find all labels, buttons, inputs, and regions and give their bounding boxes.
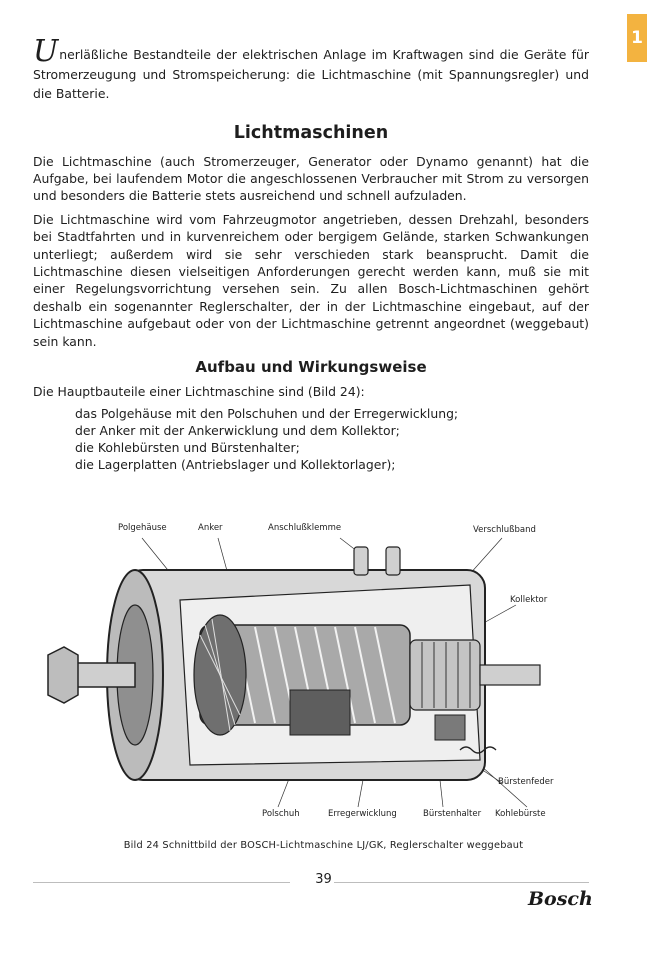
label-anker: Anker [198,523,223,533]
label-anschlussklemme: Anschlußklemme [268,523,342,533]
page-number: 39 [315,872,332,887]
label-polschuh: Polschuh [262,809,300,819]
chapter-tab: 1 [627,14,647,62]
section-heading: Lichtmaschinen [233,122,389,143]
generator-cutaway-figure [40,515,607,825]
paragraph-2: Die Lichtmaschine wird vom Fahrzeugmotor angetrieben, dessen Drehzahl, besonders bei Stadtfahrten und in kurvenreichem oder bergigem Gelände, starken Schwankungen unterliegt; außerdem wird sie sehr verschieden stark beansprucht. Damit die Lichtmaschine diesen vielseitigen Anforderungen gerecht werden kann, muß sie mit einer Regelungsvorrichtung versehen sein. Zu allen Bosch-Lichtmaschinen gehört deshalb ein sogenannter Reglerschalter, der in der Lichtmaschine eingebaut, auf der Lichtmaschine aufgebaut oder von der Lichtmaschine getrennt angeordnet (weggebaut) sein kann. [33,211,589,349]
label-buerstenfeder: Bürstenfeder [498,777,554,787]
figure-caption: Bild 24 Schnittbild der BOSCH-Lichtmaschine LJ/GK, Reglerschalter weggebaut [123,840,524,851]
label-polgehaeuse: Polgehäuse [118,523,167,533]
list-intro: Die Hauptbauteile einer Lichtmaschine sind (Bild 24): [33,383,365,399]
list-item: der Anker mit der Ankerwicklung und dem Kollektor; [75,423,400,439]
component-list [75,406,589,473]
intro-text: nerläßliche Bestandteile der elektrischen Anlage im Kraftwagen sind die Geräte für Stromerzeugung und Stromspeicherung: die Lichtmaschine (mit Spannungsregler) und die Batterie. [33,47,589,101]
drop-cap: U [33,34,59,69]
intro-paragraph [33,34,589,104]
label-kohlebuerste: Kohlebürste [495,809,546,819]
list-item: die Lagerplatten (Antriebslager und Kollektorlager); [75,456,396,472]
page-text [33,34,589,474]
label-verschlussband: Verschlußband [473,525,536,535]
bosch-logo: Bosch [528,888,593,910]
subsection-heading: Aufbau und Wirkungsweise [195,357,427,376]
label-erregerwicklung: Erregerwicklung [328,809,397,819]
label-buerstenhalter: Bürstenhalter [423,809,482,819]
paragraph-1: Die Lichtmaschine (auch Stromerzeuger, Generator oder Dynamo genannt) hat die Aufgabe, bei laufendem Motor die angeschlossenen Verbraucher mit Strom zu versorgen und besonders die Batterie stets ausreichend und schnell aufzuladen. [33,153,589,204]
list-item: das Polgehäuse mit den Polschuhen und der Erregerwicklung; [75,406,459,422]
label-kollektor: Kollektor [510,595,548,605]
list-item: die Kohlebürsten und Bürstenhalter; [75,439,300,455]
